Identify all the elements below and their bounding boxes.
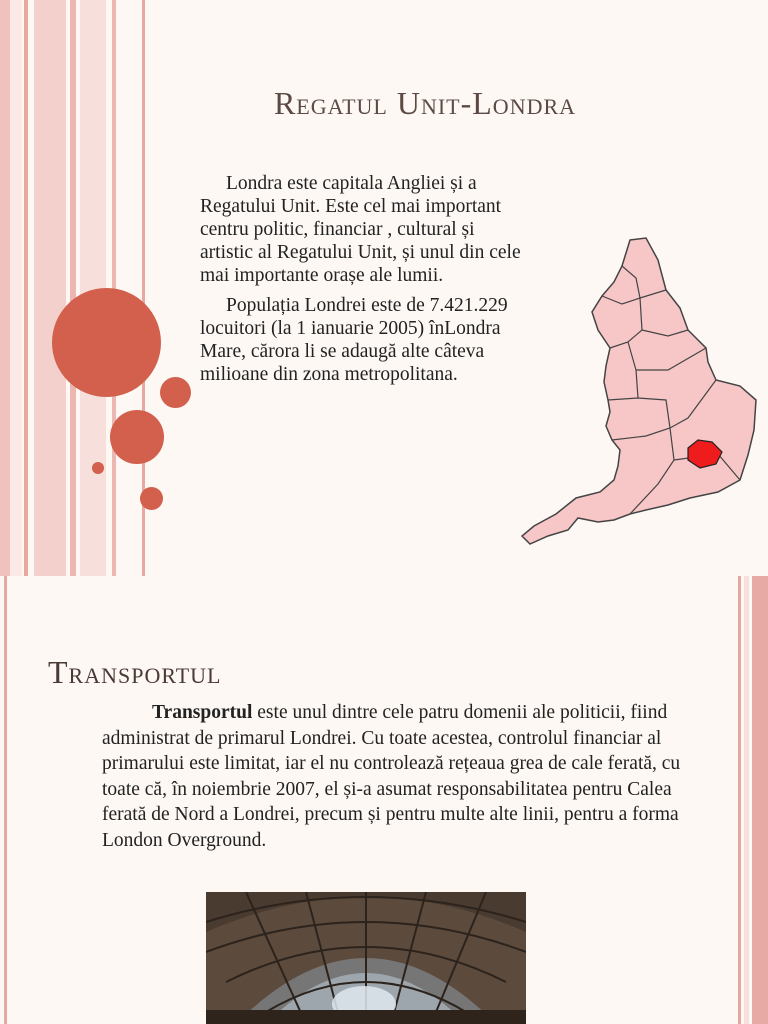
decor-circle	[110, 410, 164, 464]
decor-stripe	[70, 0, 76, 576]
slide-body	[200, 172, 525, 393]
decor-stripe	[744, 576, 749, 1024]
decor-stripe	[10, 0, 22, 576]
train-station-photo	[206, 892, 526, 1024]
england-outline	[522, 238, 756, 544]
slide-body	[102, 700, 702, 853]
decor-circle	[160, 377, 191, 408]
decor-stripe	[24, 0, 28, 576]
decor-stripe	[752, 576, 768, 1024]
paragraph: Populația Londrei este de 7.421.229 locuitori (la 1 ianuarie 2005) înLondra Mare, cărora li se adaugă alte câteva milioane din zona metropolitana.	[200, 295, 508, 385]
decor-stripe	[0, 0, 10, 576]
decor-stripe	[738, 576, 741, 1024]
station-roof-illustration	[206, 892, 526, 1024]
body-text: este unul dintre cele patru domenii ale politicii, fiind administrat de primarul Londrei. Cu toate acestea, controlul financiar al primarului este limitat, iar el nu controlează rețeaua grea de cale ferată, cu toate că, în noiembrie 2007, el și-a asumat responsabilitatea pentru Calea ferată de Nord a Londrei, precum și pentru multe alte linii, pentru a forma London Overground.	[102, 702, 681, 851]
decor-circle	[92, 462, 104, 474]
decor-stripe	[4, 576, 7, 1024]
decor-stripe	[34, 0, 66, 576]
decor-circle	[140, 487, 163, 510]
england-map	[518, 230, 760, 550]
slide-title: Regatul Unit-Londra	[273, 85, 577, 121]
decor-circle	[52, 288, 161, 397]
paragraph: Londra este capitala Angliei și a Regatului Unit. Este cel mai important centru politic, financiar , cultural și artistic al Regatului Unit, și unul din cele mai importante orașe ale lumii.	[200, 173, 521, 286]
bold-term: Transportul	[152, 702, 253, 723]
slide-title: Transportul	[48, 654, 222, 690]
